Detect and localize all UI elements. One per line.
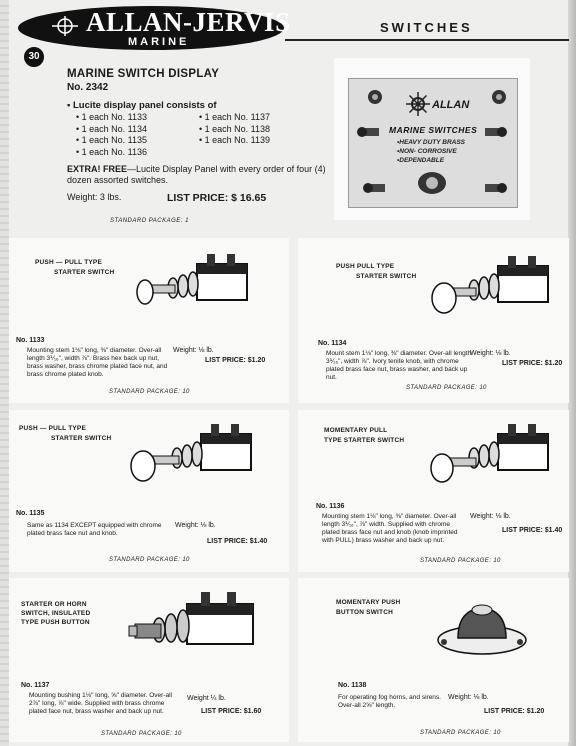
page-left-edge: [0, 0, 9, 746]
product-model: No. 1134: [318, 340, 347, 347]
pull-switch-icon: [483, 181, 507, 195]
product-description: Mounting bushing 1⅛" long, ⅝" diameter. Over-all 2⅞" long, ⅞" wide. Supplied with brass chrome plated face nut, brass washer and back up nut.: [29, 692, 172, 715]
product-model: No. 1136: [316, 503, 345, 510]
display-photo: [334, 58, 530, 220]
product-title-line: STARTER SWITCH: [51, 435, 112, 442]
part-item: • 1 each No. 1134: [76, 123, 148, 134]
display-intro: [67, 68, 335, 204]
extra-label: EXTRA! FREE: [67, 164, 128, 174]
product-model: No. 1137: [21, 682, 50, 689]
product-package: STANDARD PACKAGE: 10: [101, 731, 182, 737]
product-title-line: TYPE STARTER SWITCH: [324, 437, 405, 444]
push-button-switch-illustration: [127, 588, 259, 660]
product-price: LIST PRICE: $1.20: [502, 360, 563, 367]
pull-switch-icon: [363, 181, 387, 195]
pull-switch-icon: [483, 125, 507, 139]
product-weight: Weight: ⅛ lb.: [470, 350, 511, 357]
product-model: No. 1135: [16, 510, 45, 517]
push-pull-switch-illustration: [127, 420, 255, 490]
product-weight: Weight: ⅛ lb.: [175, 522, 216, 529]
toggle-switch-icon: [365, 87, 385, 107]
part-item: • 1 each No. 1135: [76, 135, 148, 145]
product-title-line: SWITCH, INSULATED: [21, 610, 91, 617]
product-title-line: STARTER OR HORN: [21, 601, 87, 608]
push-button-icon: [417, 171, 447, 195]
product-description: Same as 1134 EXCEPT equipped with chrome plated brass face nut and knob.: [27, 522, 162, 537]
product-model: No. 1138: [338, 682, 367, 689]
product-weight: Weight: ⅛ lb.: [448, 694, 489, 701]
product-description: For operating fog horns, and sirens. Over-all 2⅝" length.: [338, 694, 441, 709]
display-weight: Weight: 3 lbs.: [67, 192, 122, 202]
product-package: STANDARD PACKAGE: 10: [420, 558, 501, 564]
product-title-line: MOMENTARY PUSH: [336, 599, 401, 606]
momentary-pull-switch-illustration: [428, 420, 552, 490]
product-package: STANDARD PACKAGE: 10: [420, 730, 501, 736]
page-right-edge: [568, 0, 576, 746]
momentary-push-button-illustration: [436, 596, 528, 660]
part-item: • 1 each No. 1138: [199, 123, 271, 134]
product-price: LIST PRICE: $1.40: [502, 527, 563, 534]
part-item: • 1 each No. 1137: [199, 112, 271, 122]
display-list-price: LIST PRICE: $ 16.65: [167, 192, 267, 204]
display-model: No. 2342: [67, 82, 109, 93]
product-price: LIST PRICE: $1.60: [201, 708, 262, 715]
product-package: STANDARD PACKAGE: 10: [109, 389, 190, 395]
product-card-1133: [9, 238, 289, 403]
push-pull-switch-illustration: [135, 248, 251, 316]
product-description: Mounting stem 1⅛" long, ⅜" diameter. Over-all length 3⅟₁₆", width ⅞". Brass hex back up nut, brass washer, brass chrome plated face nut, and brass chrome plated knob.: [27, 347, 168, 378]
product-description: Mounting stem 1⅛" long, ⅜" diameter. Over-all length 3⅟₁₆", ⅞" width. Supplied with chrome plated brass face nut and knob (knob imprinted with PULL) brass washer and back up nut.: [322, 513, 458, 544]
board-title: MARINE SWITCHES: [389, 125, 478, 135]
product-weight: Weight ¼ lb.: [187, 695, 226, 702]
page-number: 30: [22, 45, 46, 69]
header-rule: [285, 39, 569, 41]
product-model: No. 1133: [16, 337, 45, 344]
part-item: • 1 each No. 1136: [76, 146, 148, 157]
product-card-1134: [298, 238, 569, 403]
board-brand: ALLAN: [432, 99, 470, 111]
board-feature: •HEAVY DUTY BRASS: [397, 139, 466, 146]
product-weight: Weight: ⅛ lb.: [173, 347, 214, 354]
extra-text: —Lucite Display Panel with every order of four (4) dozen assorted switches.: [67, 164, 326, 185]
brand-name: ALLAN-JERVIS: [86, 7, 291, 37]
product-description: Mount stem 1⅛" long, ⅜" diameter. Over-all length 3⅟₁₆", width ⅞". Ivory tenite knob, with chrome plated brass face nut, brass washer, and back up nut.: [326, 350, 472, 381]
product-price: LIST PRICE: $1.20: [484, 708, 545, 715]
product-title-line: STARTER SWITCH: [54, 269, 115, 276]
display-board: [348, 78, 518, 208]
parts-right-column: [190, 112, 313, 158]
product-title-line: PUSH PULL TYPE: [336, 263, 395, 270]
product-package: STANDARD PACKAGE: 10: [109, 557, 190, 563]
part-item: • 1 each No. 1133: [76, 112, 148, 122]
product-package: STANDARD PACKAGE: 10: [406, 385, 487, 391]
board-feature: •NON- CORROSIVE: [397, 148, 457, 155]
parts-left-column: [67, 112, 190, 158]
display-parts-list: [67, 112, 335, 158]
product-card-1135: [9, 410, 289, 572]
brand-subtitle: MARINE: [128, 36, 190, 48]
push-pull-switch-illustration: [428, 254, 552, 322]
board-feature: •DEPENDABLE: [397, 157, 445, 164]
product-card-1137: [9, 578, 289, 742]
product-card-1136: [298, 410, 569, 572]
product-title-line: PUSH — PULL TYPE: [19, 425, 87, 432]
display-price-row: [67, 192, 335, 204]
display-package: STANDARD PACKAGE: 1: [110, 218, 189, 224]
display-extra-offer: [67, 164, 335, 186]
product-title-line: MOMENTARY PULL: [324, 427, 388, 434]
product-weight: Weight: ⅛ lb.: [470, 513, 511, 520]
product-card-1138: [298, 578, 569, 742]
pull-switch-icon: [357, 125, 381, 139]
product-title-line: PUSH — PULL TYPE: [35, 259, 103, 266]
section-title: SWITCHES: [380, 20, 473, 35]
page-header: [0, 0, 576, 62]
product-title-line: TYPE PUSH BUTTON: [21, 619, 90, 626]
product-title-line: BUTTON SWITCH: [336, 609, 394, 616]
ship-wheel-icon: [405, 91, 431, 117]
product-price: LIST PRICE: $1.40: [207, 538, 268, 545]
toggle-switch-icon: [489, 87, 509, 107]
anchor-wheel-icon: [48, 14, 82, 38]
display-lucite-line: • Lucite display panel consists of: [67, 100, 217, 111]
product-title-line: STARTER SWITCH: [356, 273, 417, 280]
display-title: MARINE SWITCH DISPLAY: [67, 68, 220, 80]
product-price: LIST PRICE: $1.20: [205, 357, 266, 364]
part-item: • 1 each No. 1139: [199, 135, 271, 145]
